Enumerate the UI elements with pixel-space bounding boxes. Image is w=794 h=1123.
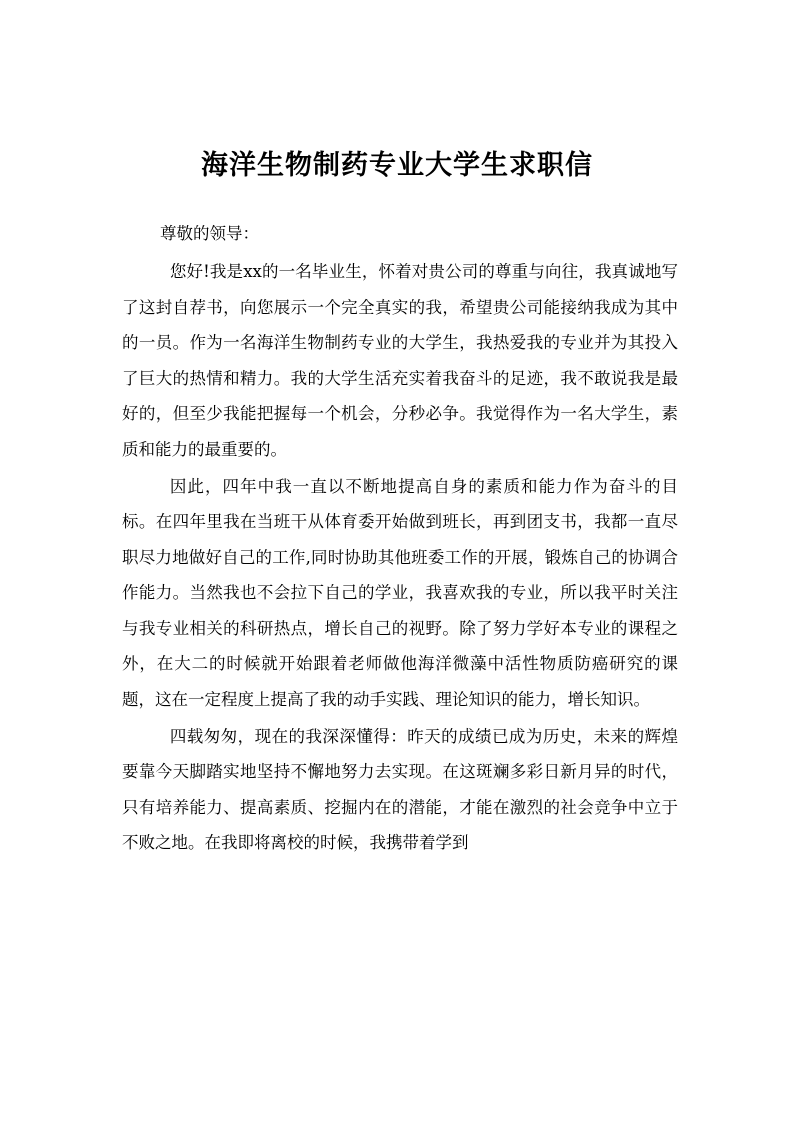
document-title: 海洋生物制药专业大学生求职信 <box>201 150 593 181</box>
paragraph-3: 四载匆匆，现在的我深深懂得：昨天的成绩已成为历史，未来的辉煌要靠今天脚踏实地坚持不懈地努力去实现。在这斑斓多彩日新月异的时代，只有培养能力、提高素质、挖掘内在的潜能，才能在激烈的社会竞争中立于不败之地。在我即将离校的时候，我携带着学到 <box>122 726 678 852</box>
paragraph-1: 您好!我是xx的一名毕业生，怀着对贵公司的尊重与向往，我真诚地写了这封自荐书，向您展示一个完全真实的我，希望贵公司能接纳我成为其中的一员。作为一名海洋生物制药专业的大学生，我热爱我的专业并为其投入了巨大的热情和精力。我的大学生活充实着我奋斗的足迹，我不敢说我是最好的，但至少我能把握每一个机会，分秒必争。我觉得作为一名大学生，素质和能力的最重要的。 <box>122 262 678 459</box>
letter-body <box>122 254 678 861</box>
paragraph-2: 因此，四年中我一直以不断地提高自身的素质和能力作为奋斗的目标。在四年里我在当班干从体育委开始做到班长，再到团支书，我都一直尽职尽力地做好自己的工作,同时协助其他班委工作的开展，锻炼自己的协调合作能力。当然我也不会拉下自己的学业，我喜欢我的专业，所以我平时关注与我专业相关的科研热点，增长自己的视野。除了努力学好本专业的课程之外，在大二的时候就开始跟着老师做他海洋微藻中活性物质防癌研究的课题，这在一定程度上提高了我的动手实践、理论知识的能力，增长知识。 <box>122 476 678 709</box>
salutation: 尊敬的领导： <box>160 224 259 243</box>
